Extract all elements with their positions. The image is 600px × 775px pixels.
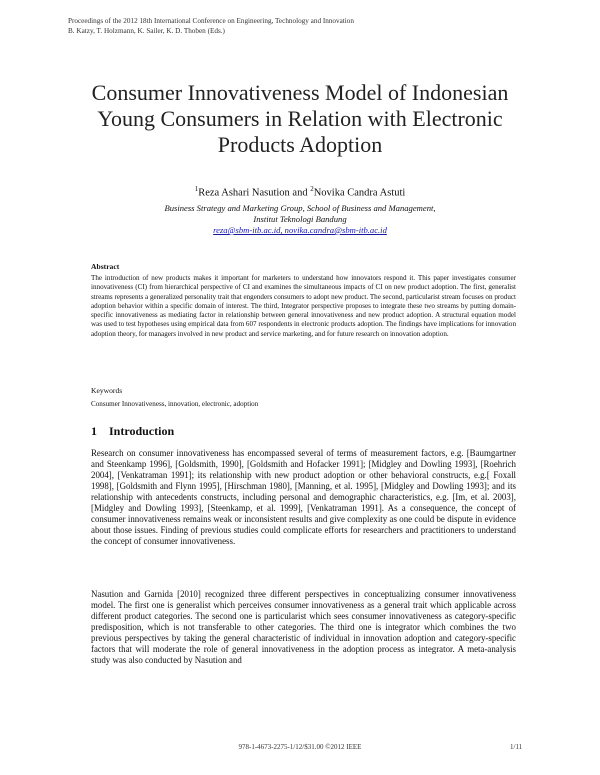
keywords-heading: Keywords — [91, 386, 123, 395]
footer-isbn: 978-1-4673-2275-1/12/$31.00 ©2012 IEEE — [238, 743, 362, 751]
proceedings-header — [68, 16, 538, 36]
keywords-text: Consumer Innovativeness, innovation, electronic, adoption — [91, 400, 259, 408]
author-2: Novika Candra Astuti — [313, 187, 406, 199]
header-line-1: Proceedings of the 2012 18th International Conference on Engineering, Technology and Innovation — [68, 17, 354, 25]
section-title: Introduction — [109, 424, 175, 438]
abstract-text: The introduction of new products makes it important for marketers to understand how innovators respond it. This paper investigates consumer innovativeness (CI) from hierarchical perspective of CI and examines the simultaneous impacts of CI on new product adoption. The first, generalist streams represents a generalized personality trait that engenders consumers to adopt new product. The second, particularist stream focuses on product adoption behavior within a specific domain of interest. The third, Integrator perspective proposes to integrate these two streams by putting domain-specific innovativeness as mediating factor in relationship between general innovativeness and new product adoption. A structural equation model was used to test hypotheses using empirical data from 607 respondents in electronic products adoption. The findings have implications for innovation adoption theory, for managers involved in new product and service marketing, and for future research on innovation adoption. — [91, 274, 516, 338]
affiliation-block — [60, 203, 540, 236]
title-line-3: Products Adoption — [217, 132, 383, 157]
title-line-2: Young Consumers in Relation with Electronic — [97, 106, 503, 131]
abstract-heading: Abstract — [91, 262, 120, 271]
author2-marker: 2 — [310, 185, 314, 193]
body-paragraph-1: Research on consumer innovativeness has encompassed several of terms of measurement factors, e.g. [Baumgartner and Steenkamp 1996], [Goldsmith, 1990], [Goldsmith and Hofacker 1991]; [Midgley and Dowling 1993], [Roehrich 2004], [Venkatraman 1991]; its relationship with new product adoption or other behavioral constructs, e.g.[ Foxall 1998], [Goldsmith and Flynn 1995], [Hirschman 1980], [Manning, et al. 1995], [Midgley and Dowling 1993]; and its relationship with antecedents constructs, including personal and demographic characteristics, e.g. [Im, et al. 2003], [Midgley and Dowling 1993], [Steenkamp, et al. 1999], [Venkatraman 1991]. As a consequence, the concept of consumer innovativeness remains weak or inconsistent results and give complexity as one could be dispute in evidence about those issues. Finding of previous studies could complicate efforts for researchers and practitioners to understand the concept of consumer innovativeness. — [91, 448, 516, 546]
section-number: 1 — [91, 424, 97, 438]
paper-title — [60, 80, 540, 158]
section-heading — [91, 424, 186, 439]
author-list — [60, 182, 540, 201]
affiliation-line-1: Business Strategy and Marketing Group, School of Business and Management, — [164, 203, 436, 213]
affiliation-line-2: Institut Teknologi Bandung — [253, 214, 347, 224]
title-line-1: Consumer Innovativeness Model of Indonesian — [91, 80, 509, 105]
author1-marker: 1 — [194, 185, 199, 193]
email-link[interactable]: reza@sbm-itb.ac.id, novika.candra@sbm-itb.ac.id — [213, 225, 387, 235]
page-number: 1/11 — [510, 743, 523, 751]
header-line-2: B. Katzy, T. Holzmann, K. Sailer, K. D. Thoben (Eds.) — [68, 27, 225, 35]
body-paragraph-2: Nasution and Garnida [2010] recognized three different perspectives in conceptualizing consumer innovativeness model. The first one is generalist which perceives consumer innovativeness as a general trait which applicable across different product categories. The second one is particularist which sees consumer innovativeness as category-specific predisposition, which is not transferable to other categories. The third one is integrator which combines the two previous perspectives by taking the general characteristic of individual in innovation adoption and category-specific factors that will moderate the role of general innovativeness in the adoption process as integrator. A meta-analysis study was also conducted by Nasution and — [91, 589, 516, 665]
author-1: Reza Ashari Nasution and — [198, 187, 311, 199]
